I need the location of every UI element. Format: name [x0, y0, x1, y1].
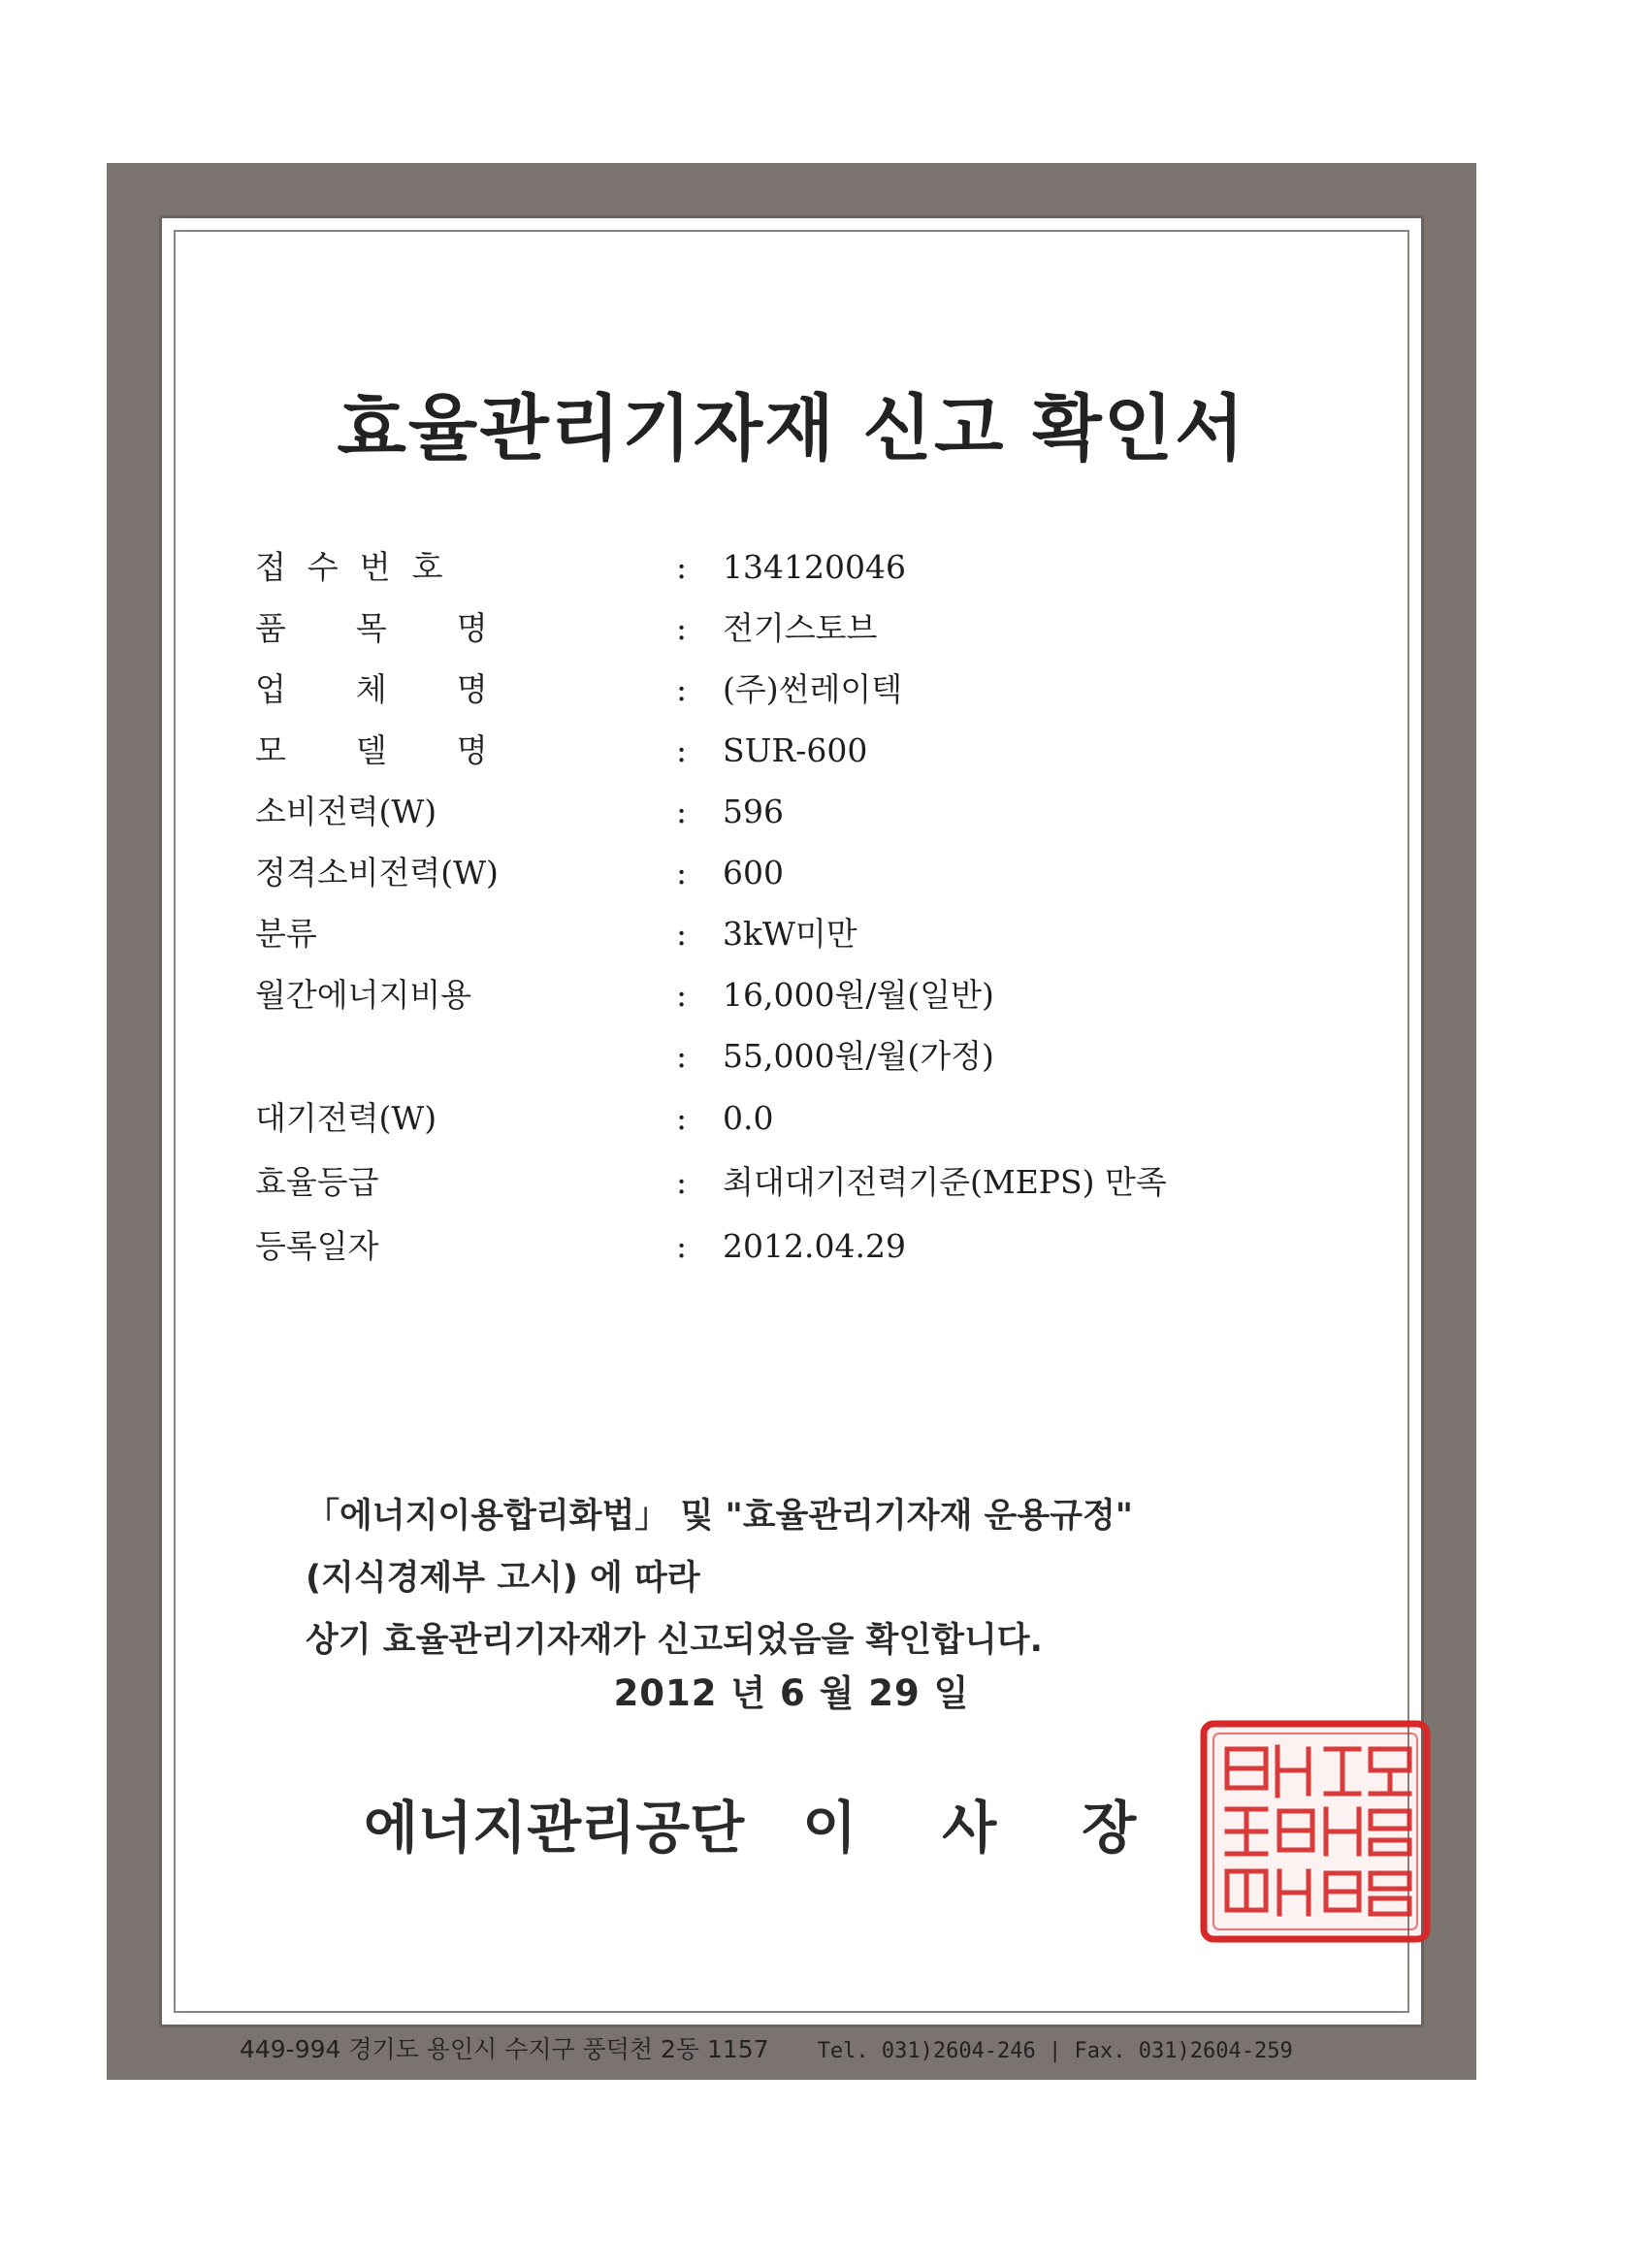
certificate-frame [107, 163, 1476, 2080]
issuer-organization: 에너지관리공단 [364, 1795, 745, 1861]
statement-line: (지식경제부 고시) 에 따라 [306, 1559, 700, 1598]
issuer-title-char: 장 [1082, 1795, 1137, 1861]
official-seal-stamp [1200, 1720, 1431, 1943]
field-value: 134120046 [723, 548, 906, 586]
issuer-signature-line [364, 1782, 1136, 1863]
footer-address: 449-994 경기도 용인시 수지구 풍덕천 2동 1157 [240, 2035, 769, 2063]
footer-phone-fax: Tel. 031)2604-246 | Fax. 031)2604-259 [817, 2039, 1293, 2063]
field-label: 등록일자 [255, 1227, 379, 1265]
field-value: SUR-600 [723, 731, 868, 769]
field-separator: : [676, 793, 688, 830]
field-separator: : [676, 731, 688, 769]
field-separator: : [676, 915, 688, 953]
field-separator: : [676, 976, 688, 1014]
field-value: 596 [723, 793, 784, 830]
issue-date: 2012 년 6 월 29 일 [613, 1672, 970, 1714]
confirmation-statement [306, 1485, 1133, 1671]
field-separator: : [676, 548, 688, 586]
field-separator: : [676, 670, 688, 708]
field-separator: : [676, 1163, 688, 1201]
document-title: 효율관리기자재 신고 확인서 [337, 387, 1246, 470]
statement-line: 상기 효율관리기자재가 신고되었음을 확인합니다. [306, 1621, 1043, 1660]
field-value: 16,000원/월(일반) [723, 976, 994, 1014]
field-label: 모델명 [255, 731, 558, 769]
field-separator: : [676, 1227, 688, 1265]
field-label: 효율등급 [255, 1163, 379, 1201]
field-value: 3kW미만 [723, 915, 857, 953]
statement-line: 「에너지이용합리화법」 및 "효율관리기자재 운용규정" [306, 1497, 1134, 1536]
field-label: 정격소비전력(W) [255, 854, 499, 891]
field-label: 품목명 [255, 609, 558, 647]
field-label: 분류 [255, 915, 317, 953]
issuer-title-char: 사 [942, 1795, 997, 1861]
field-value: (주)썬레이텍 [723, 670, 903, 708]
field-value: 55,000원/월(가정) [723, 1037, 994, 1075]
field-label: 업체명 [255, 670, 558, 708]
certificate-paper [159, 215, 1424, 2063]
footer-contact-line [240, 2030, 1293, 2065]
field-label: 소비전력(W) [255, 793, 437, 830]
issuer-title-char: 이 [802, 1795, 857, 1861]
field-separator: : [676, 1037, 688, 1075]
field-value: 0.0 [723, 1099, 774, 1137]
field-label: 대기전력(W) [255, 1099, 437, 1137]
field-separator: : [676, 609, 688, 647]
field-value: 최대대기전력기준(MEPS) 만족 [723, 1163, 1167, 1201]
field-value: 600 [723, 854, 784, 891]
field-separator: : [676, 1099, 688, 1137]
field-label: 월간에너지비용 [255, 976, 472, 1014]
field-label: 접수번호 [255, 548, 465, 586]
field-value: 전기스토브 [723, 609, 878, 647]
field-separator: : [676, 854, 688, 891]
field-value: 2012.04.29 [723, 1227, 906, 1265]
